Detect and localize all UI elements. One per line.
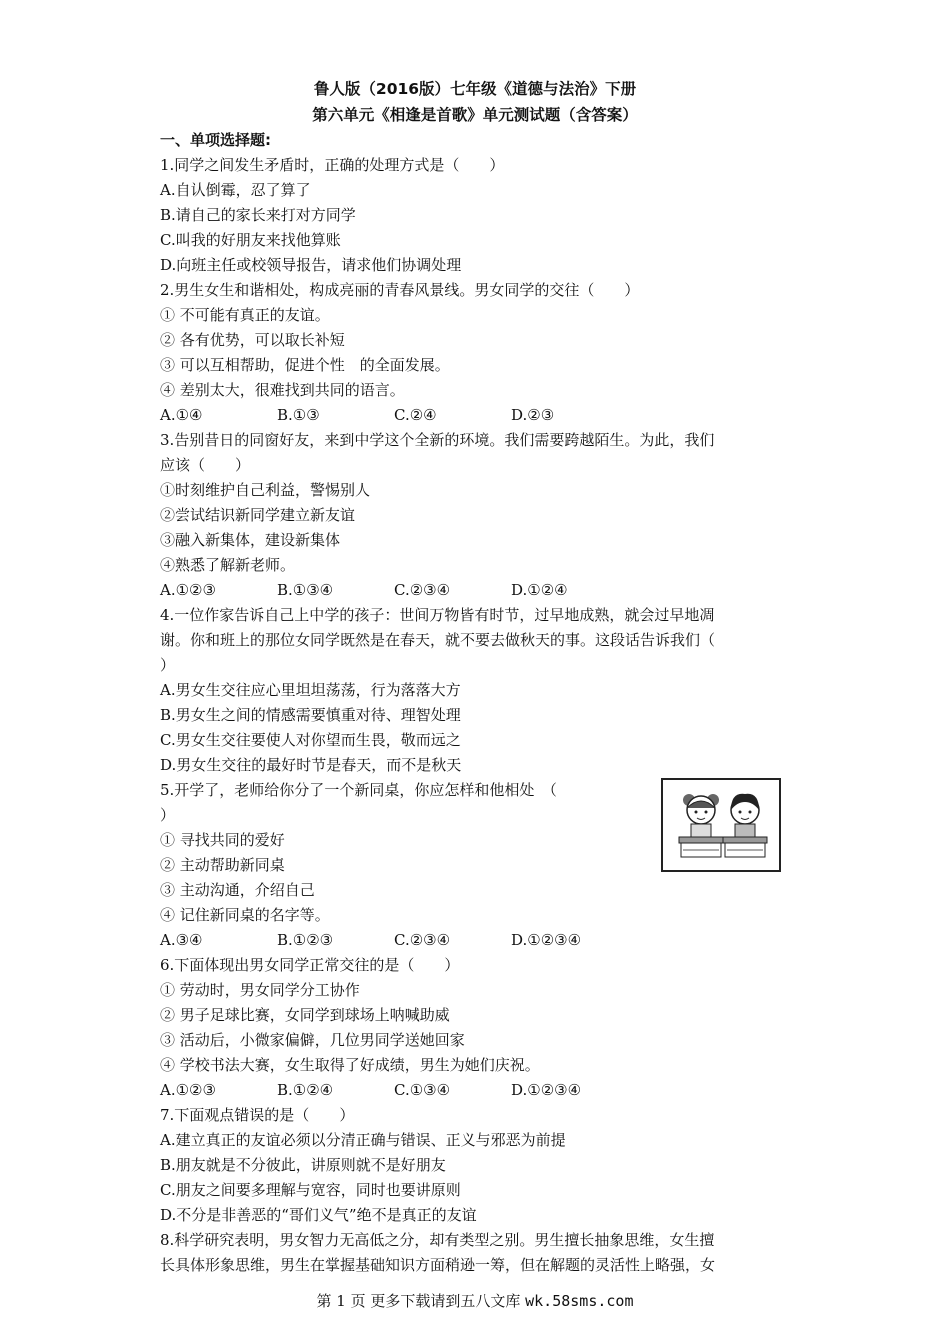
document-title: 鲁人版（2016版）七年级《道德与法治》下册 (313, 80, 637, 98)
question-stem: 7.下面观点错误的是（ ） (160, 1106, 355, 1124)
answer-option: C.男女生交往要使人对你望而生畏，敬而远之 (160, 731, 461, 749)
question-stem: 3.告别昔日的同窗好友，来到中学这个全新的环境。我们需要跨越陌生。为此，我们 (160, 431, 715, 449)
answer-option: B.①②③ (277, 931, 334, 949)
question-item: ④熟悉了解新老师。 (160, 556, 296, 574)
question-list (160, 128, 782, 1278)
answer-option: C.①③④ (394, 1081, 451, 1099)
question-item: ③ 活动后，小微家偏僻，几位男同学送她回家 (160, 1031, 465, 1049)
answer-option: B.朋友就是不分彼此，讲原则就不是好朋友 (160, 1156, 446, 1174)
option-row (160, 403, 782, 428)
question-item: ② 男子足球比赛，女同学到球场上呐喊助威 (160, 1006, 450, 1024)
question-item: ② 各有优势，可以取长补短 (160, 331, 345, 349)
answer-option: D.①②③④ (511, 1081, 582, 1099)
answer-option: B.①③ (277, 406, 320, 424)
question-stem: 1.同学之间发生矛盾时，正确的处理方式是（ ） (160, 156, 505, 174)
question-item: ②尝试结识新同学建立新友谊 (160, 506, 356, 524)
question-item: ①时刻维护自己利益，警惕别人 (160, 481, 371, 499)
question-stem: 2.男生女生和谐相处，构成亮丽的青春风景线。男女同学的交往（ ） (160, 281, 640, 299)
question-stem: 应该（ ） (160, 456, 251, 474)
answer-option: B.男女生之间的情感需要慎重对待、理智处理 (160, 706, 461, 724)
question-item: ④ 学校书法大赛，女生取得了好成绩，男生为她们庆祝。 (160, 1056, 540, 1074)
question-item: ③ 主动沟通，介绍自己 (160, 881, 315, 899)
section-heading: 一、单项选择题: (160, 131, 271, 149)
answer-option: D.①②③④ (511, 931, 582, 949)
footer-page-text: 第 1 页 更多下载请到五八文库 (316, 1292, 521, 1310)
answer-option: C.朋友之间要多理解与宽容，同时也要讲原则 (160, 1181, 461, 1199)
question-item: ③融入新集体，建设新集体 (160, 531, 341, 549)
answer-option: B.①②④ (277, 1081, 334, 1099)
question-stem: 长具体形象思维，男生在掌握基础知识方面稍逊一筹，但在解题的灵活性上略强，女 (160, 1256, 716, 1274)
answer-option: C.叫我的好朋友来找他算账 (160, 231, 341, 249)
answer-option: D.②③ (511, 406, 555, 424)
students-at-desks-icon (663, 780, 779, 870)
answer-option: C.②③④ (394, 931, 451, 949)
answer-option: A.③④ (160, 931, 203, 949)
question-item: ④ 记住新同桌的名字等。 (160, 906, 330, 924)
answer-option: A.建立真正的友谊必须以分清正确与错误、正义与邪恶为前提 (160, 1131, 566, 1149)
answer-option: B.请自己的家长来打对方同学 (160, 206, 356, 224)
question-stem: 6.下面体现出男女同学正常交往的是（ ） (160, 956, 460, 974)
answer-option: A.①④ (160, 406, 203, 424)
answer-option: A.自认倒霉，忍了算了 (160, 181, 311, 199)
question-stem: ） (160, 656, 176, 674)
answer-option: C.②④ (394, 406, 437, 424)
answer-option: A.①②③ (160, 581, 216, 599)
question-item: ① 劳动时，男女同学分工协作 (160, 981, 360, 999)
two-students-illustration (661, 778, 781, 872)
answer-option: D.向班主任或校领导报告，请求他们协调处理 (160, 256, 462, 274)
question-item: ④ 差别太大，很难找到共同的语言。 (160, 381, 405, 399)
page-footer (0, 1290, 950, 1311)
question-item: ① 寻找共同的爱好 (160, 831, 285, 849)
answer-option: A.男女生交往应心里坦坦荡荡，行为落落大方 (160, 681, 461, 699)
question-item: ③ 可以互相帮助，促进个性 的全面发展。 (160, 356, 450, 374)
answer-option: D.男女生交往的最好时节是春天，而不是秋天 (160, 756, 462, 774)
answer-option: D.①②④ (511, 581, 568, 599)
option-row (160, 578, 782, 603)
answer-option: C.②③④ (394, 581, 451, 599)
option-row (160, 928, 782, 953)
question-stem: 5.开学了，老师给你分了一个新同桌，你应怎样和他相处 （ (160, 781, 557, 799)
question-stem: 8.科学研究表明，男女智力无高低之分，却有类型之别。男生擅长抽象思维，女生擅 (160, 1231, 715, 1249)
answer-option: A.①②③ (160, 1081, 216, 1099)
question-stem: 谢。你和班上的那位女同学既然是在春天，就不要去做秋天的事。这段话告诉我们（ (160, 631, 716, 649)
footer-link[interactable]: wk.58sms.com (525, 1292, 634, 1310)
question-stem: ） (160, 806, 176, 824)
answer-option: D.不分是非善恶的“哥们义气”绝不是真正的友谊 (160, 1206, 477, 1224)
document-subtitle: 第六单元《相逢是首歌》单元测试题（含答案） (312, 106, 638, 124)
question-stem: 4.一位作家告诉自己上中学的孩子：世间万物皆有时节，过早地成熟，就会过早地凋 (160, 606, 715, 624)
question-item: ② 主动帮助新同桌 (160, 856, 285, 874)
answer-option: B.①③④ (277, 581, 334, 599)
question-item: ① 不可能有真正的友谊。 (160, 306, 330, 324)
option-row (160, 1078, 782, 1103)
